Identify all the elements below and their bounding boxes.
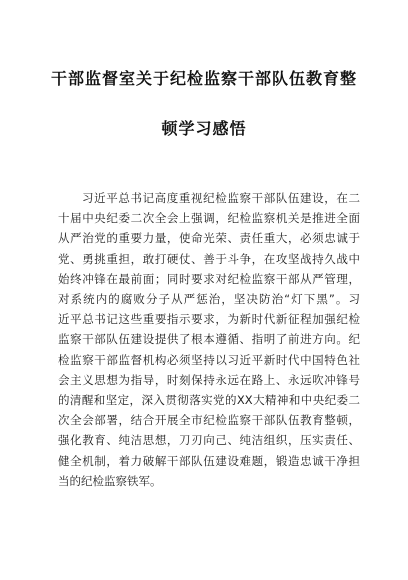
body-line: 检监察干部监督机构必须坚持以习近平新时代中国特色社 bbox=[58, 352, 360, 367]
body-line: 监察干部队伍建设提供了根本遵循、指明了前进方向。纪 bbox=[58, 332, 360, 347]
document-title-line-1: 干部监督室关于纪检监察干部队伍教育整 bbox=[50, 69, 357, 88]
body-line: 习近平总书记高度重视纪检监察干部队伍建设，在二 bbox=[82, 191, 360, 205]
body-line: 近平总书记这些重要指示要求，为新时代新征程加强纪检 bbox=[58, 312, 360, 327]
body-line: 从严治党的重要力量，使命光荣、责任重大，必须忠诚于 bbox=[58, 231, 360, 246]
body-line: 始终冲锋在最前面；同时要求对纪检监察干部从严管理， bbox=[58, 271, 360, 286]
body-line: 健全机制，着力破解干部队伍建设难题，锻造忠诚干净担 bbox=[58, 453, 360, 468]
body-line: 对系统内的腐败分子从严惩治，坚决防治“灯下黑”。习 bbox=[58, 292, 360, 307]
body-line: 当的纪检监察铁军。 bbox=[58, 473, 162, 488]
document-title-line-2: 顿学习感悟 bbox=[161, 119, 247, 138]
body-line: 强化教育、纯洁思想，刀刃向己、纯洁组织，压实责任、 bbox=[58, 433, 360, 448]
body-line: 党、勇挑重担，敢打硬仗、善于斗争，在攻坚战持久战中 bbox=[58, 251, 360, 266]
body-paragraph bbox=[58, 188, 360, 491]
body-line: 会主义思想为指导，时刻保持永远在路上、永远吹冲锋号 bbox=[58, 372, 360, 387]
body-line: 的清醒和坚定，深入贯彻落实党的XX大精神和中央纪委二 bbox=[58, 393, 360, 408]
body-line: 十届中央纪委二次全会上强调，纪检监察机关是推进全面 bbox=[58, 211, 360, 226]
body-line: 次全会部署，结合开展全市纪检监察干部队伍教育整顿， bbox=[58, 413, 360, 428]
